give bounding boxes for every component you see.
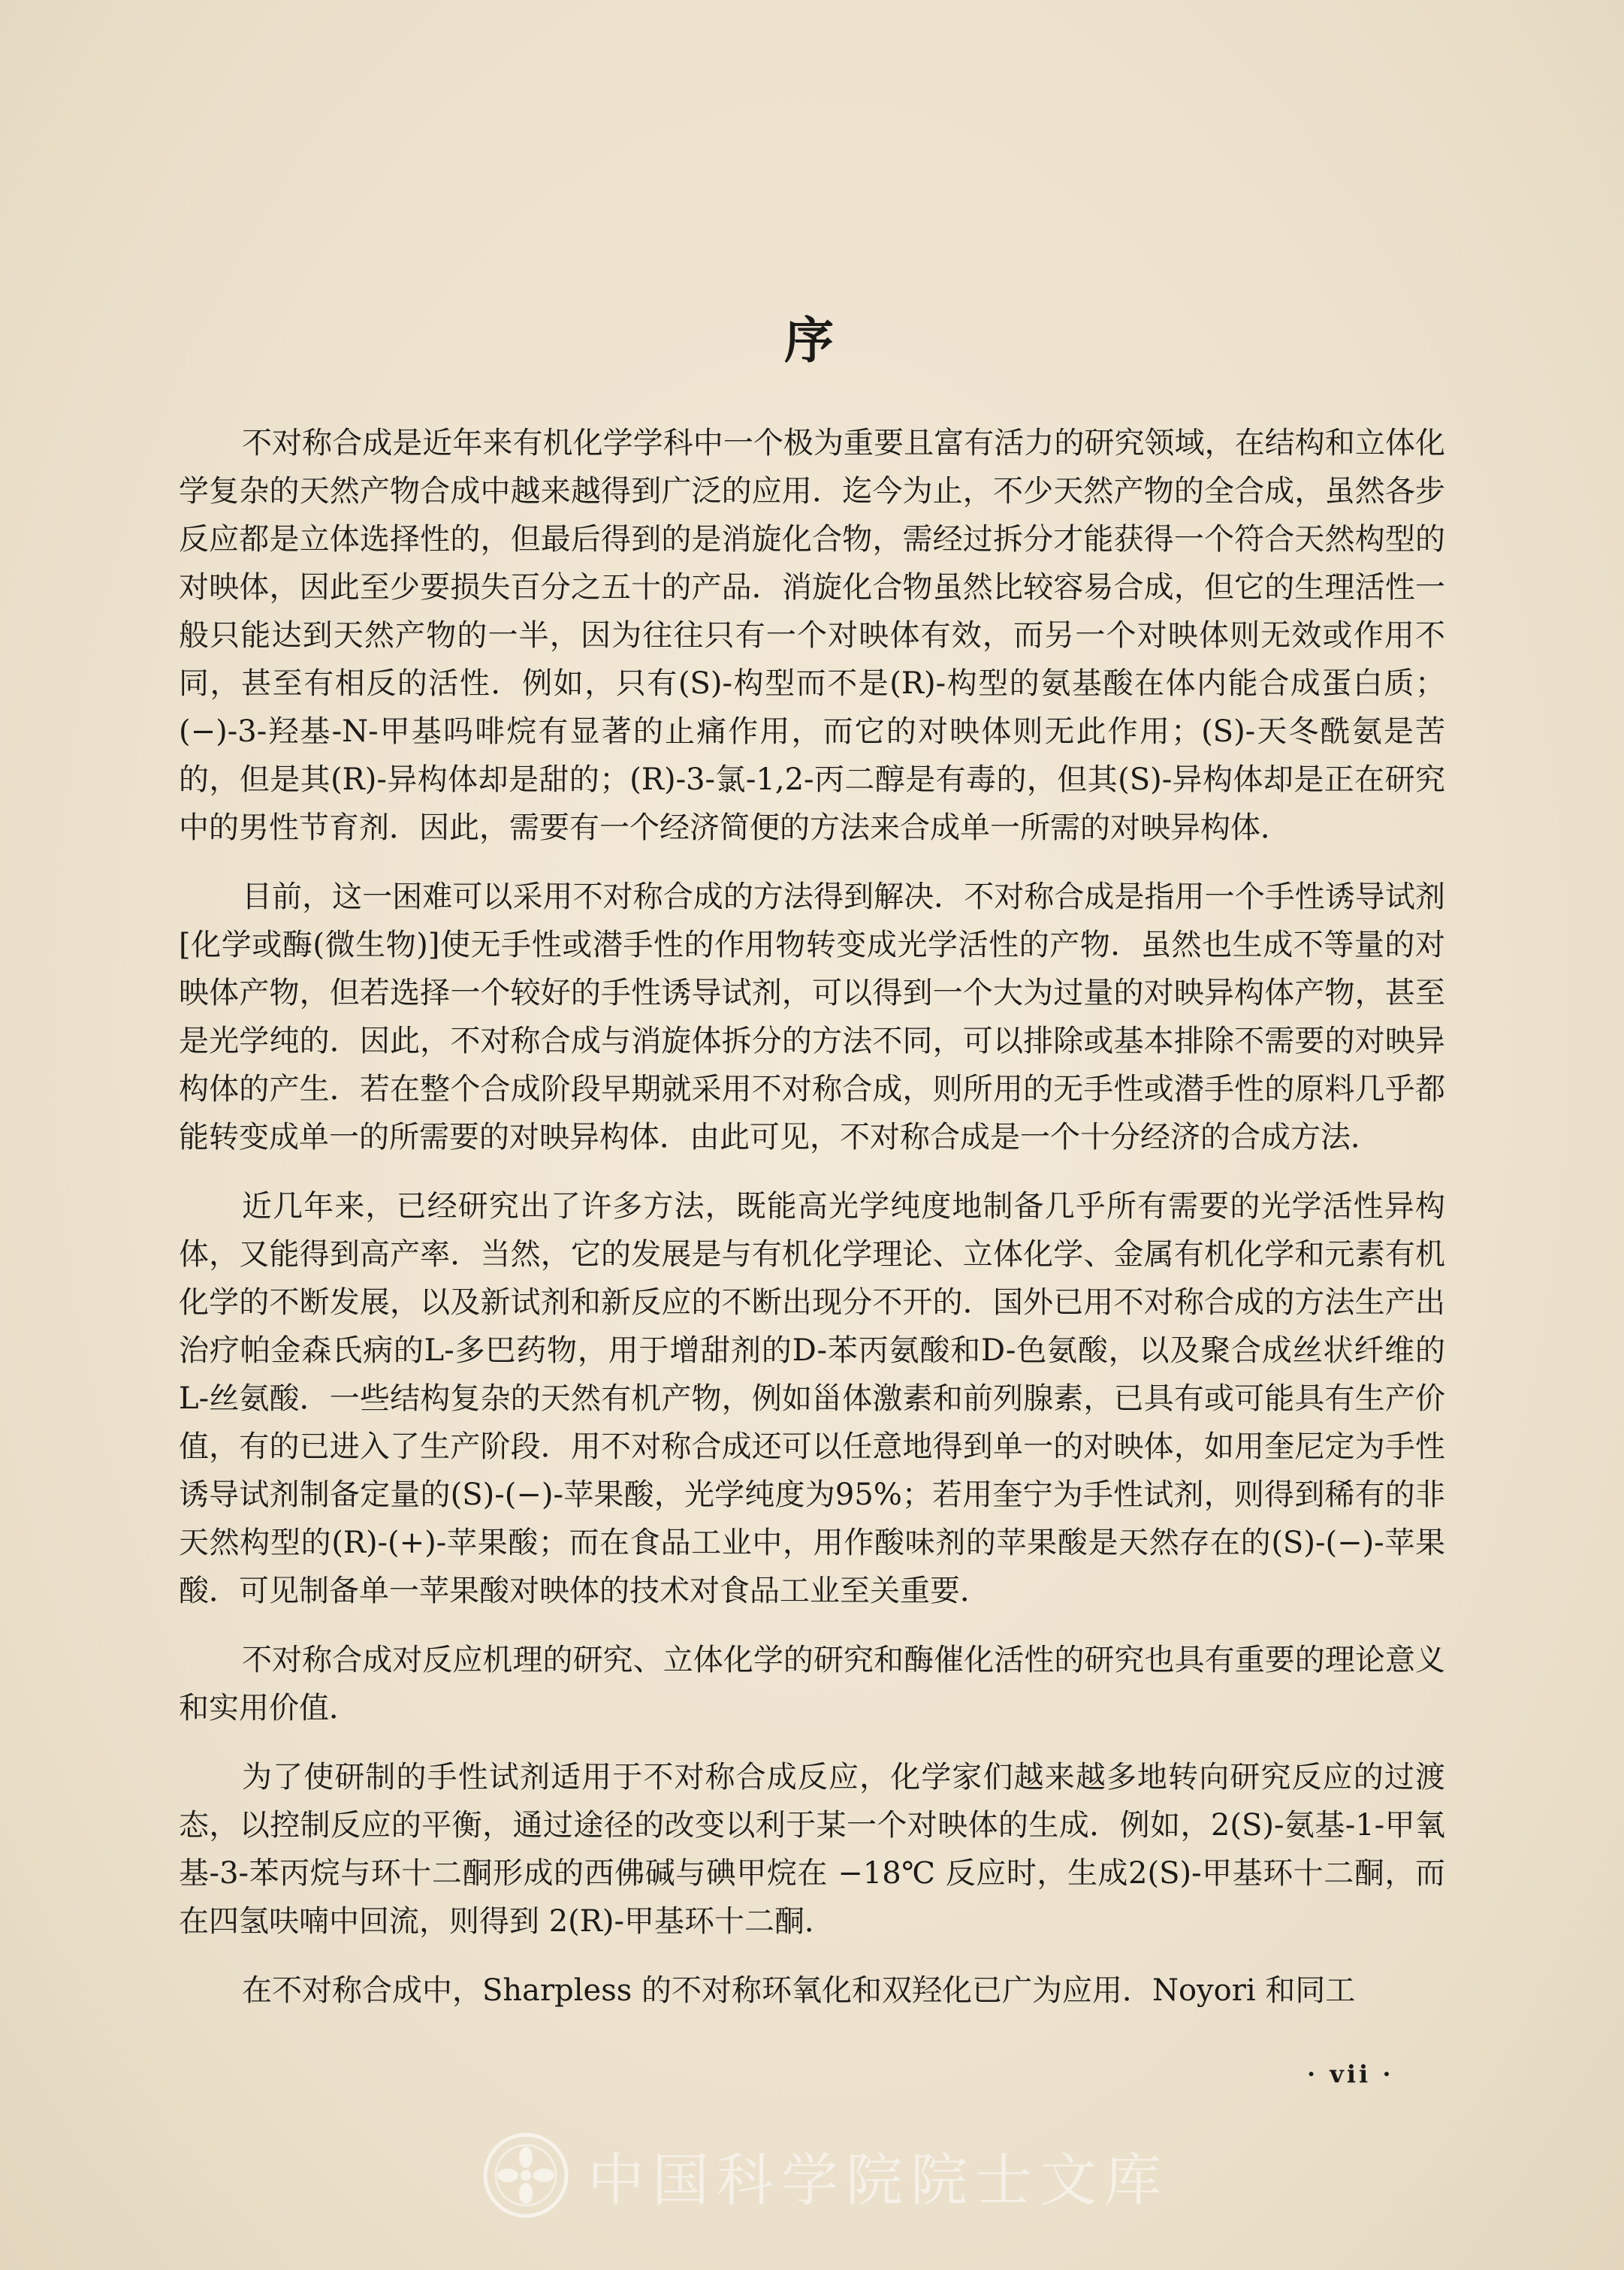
body-text xyxy=(179,419,1445,2036)
paragraph: 在不对称合成中，Sharpless 的不对称环氧化和双羟化已广为应用．Noyori 和同工 xyxy=(242,1973,1356,2008)
watermark xyxy=(481,2130,1169,2220)
preface-title: 序 xyxy=(784,311,840,370)
watermark-text: 中国科学院院士文库 xyxy=(587,2146,1169,2214)
academy-seal-icon xyxy=(481,2130,571,2220)
paragraph: 不对称合成对反应机理的研究、立体化学的研究和酶催化活性的研究也具有重要的理论意义和实用价值． xyxy=(179,1643,1445,1725)
paragraph: 目前，这一困难可以采用不对称合成的方法得到解决．不对称合成是指用一个手性诱导试剂[化学或酶(微生物)]使无手性或潜手性的作用物转变成光学活性的产物．虽然也生成不等量的对映体产物，但若选择一个较好的手性诱导试剂，可以得到一个大为过量的对映异构体产物，甚至是光学纯的．因此，不对称合成与消旋体拆分的方法不同，可以排除或基本排除不需要的对映异构体的产生．若在整个合成阶段早期就采用不对称合成，则所用的无手性或潜手性的原料几乎都能转变成单一的所需要的对映异构体．由此可见，不对称合成是一个十分经济的合成方法． xyxy=(179,880,1445,1155)
paragraph: 为了使研制的手性试剂适用于不对称合成反应，化学家们越来越多地转向研究反应的过渡态，以控制反应的平衡，通过途径的改变以利于某一个对映体的生成．例如，2(S)-氨基-1-甲氧基-3-苯丙烷与环十二酮形成的西佛碱与碘甲烷在 −18℃ 反应时，生成2(S)-甲基环十二酮，而在四氢呋喃中回流，则得到 2(R)-甲基环十二酮． xyxy=(179,1760,1445,1939)
page-number: · vii · xyxy=(1307,2060,1394,2088)
paragraph: 不对称合成是近年来有机化学学科中一个极为重要且富有活力的研究领域，在结构和立体化学复杂的天然产物合成中越来越得到广泛的应用．迄今为止，不少天然产物的全合成，虽然各步反应都是立体选择性的，但最后得到的是消旋化合物，需经过拆分才能获得一个符合天然构型的对映体，因此至少要损失百分之五十的产品．消旋化合物虽然比较容易合成，但它的生理活性一般只能达到天然产物的一半，因为往往只有一个对映体有效，而另一个对映体则无效或作用不同，甚至有相反的活性．例如，只有(S)-构型而不是(R)-构型的氨基酸在体内能合成蛋白质；(−)-3-羟基-N-甲基吗啡烷有显著的止痛作用，而它的对映体则无此作用；(S)-天冬酰氨是苦的，但是其(R)-异构体却是甜的；(R)-3-氯-1,2-丙二醇是有毒的，但其(S)-异构体却是正在研究中的男性节育剂．因此，需要有一个经济简便的方法来合成单一所需的对映异构体． xyxy=(179,426,1445,845)
paragraph: 近几年来，已经研究出了许多方法，既能高光学纯度地制备几乎所有需要的光学活性异构体，又能得到高产率．当然，它的发展是与有机化学理论、立体化学、金属有机化学和元素有机化学的不断发展，以及新试剂和新反应的不断出现分不开的．国外已用不对称合成的方法生产出治疗帕金森氏病的L-多巴药物，用于增甜剂的D-苯丙氨酸和D-色氨酸，以及聚合成丝状纤维的L-丝氨酸．一些结构复杂的天然有机产物，例如甾体激素和前列腺素，已具有或可能具有生产价值，有的已进入了生产阶段．用不对称合成还可以任意地得到单一的对映体，如用奎尼定为手性诱导试剂制备定量的(S)-(−)-苹果酸，光学纯度为95%；若用奎宁为手性试剂，则得到稀有的非天然构型的(R)-(+)-苹果酸；而在食品工业中，用作酸味剂的苹果酸是天然存在的(S)-(−)-苹果酸．可见制备单一苹果酸对映体的技术对食品工业至关重要． xyxy=(179,1189,1445,1608)
